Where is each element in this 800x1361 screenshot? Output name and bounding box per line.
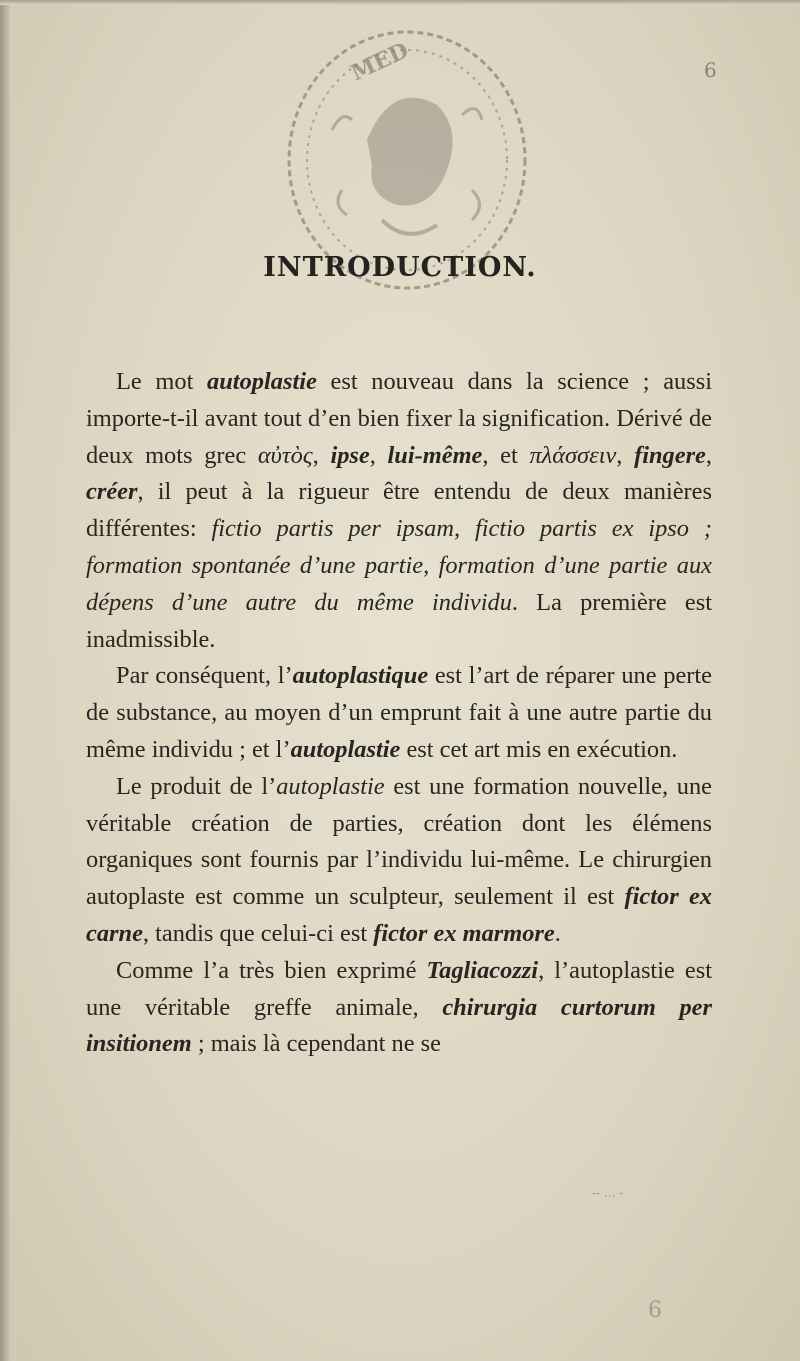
page-number: 6 [704, 58, 717, 82]
body-text [86, 364, 712, 1063]
page-binding-edge [0, 0, 10, 1361]
page-top-edge [0, 0, 800, 5]
stamp-text: MED [347, 37, 413, 87]
paragraph-4: Comme l’a très bien exprimé Tagliacozzi, l’autoplastie est une véritable greffe animale, chirurgia curtorum per insitionem ; mais là cependant ne se [86, 956, 712, 1058]
paragraph-2: Par conséquent, l’autoplastique est l’art de réparer une perte de substance, au moyen d’un emprunt fait à une autre partie du même individu ; et l’autoplastie est cet art mis en exécution. [86, 662, 712, 763]
footer-mark: -- ... - [592, 1186, 624, 1200]
corner-mark: 6 [648, 1298, 662, 1323]
paragraph-3: Le produit de l’autoplastie est une formation nouvelle, une véritable création de parties, création dont les élémens organiques sont fournis par l’individu lui-même. Le chirurgien autoplaste est comme un sculpteur, seulement il est fictor ex carne, tandis que celui-ci est fictor ex marmore. [86, 772, 712, 947]
page-heading: INTRODUCTION. [263, 252, 537, 283]
paragraph-1: Le mot autoplastie est nouveau dans la science ; aussi importe-t-il avant tout d’en bien fixer la signification. Dérivé de deux mots grec αὐτὸς, ipse, lui-même, et πλάσσειν, fingere, créer, il peut à la rigueur être entendu de deux manières différentes: fictio partis per ipsam, fictio partis ex ipso ; formation spontanée d’une partie, formation d’une partie aux dépens d’une autre du même individu. La première est inadmissible. [86, 368, 712, 653]
